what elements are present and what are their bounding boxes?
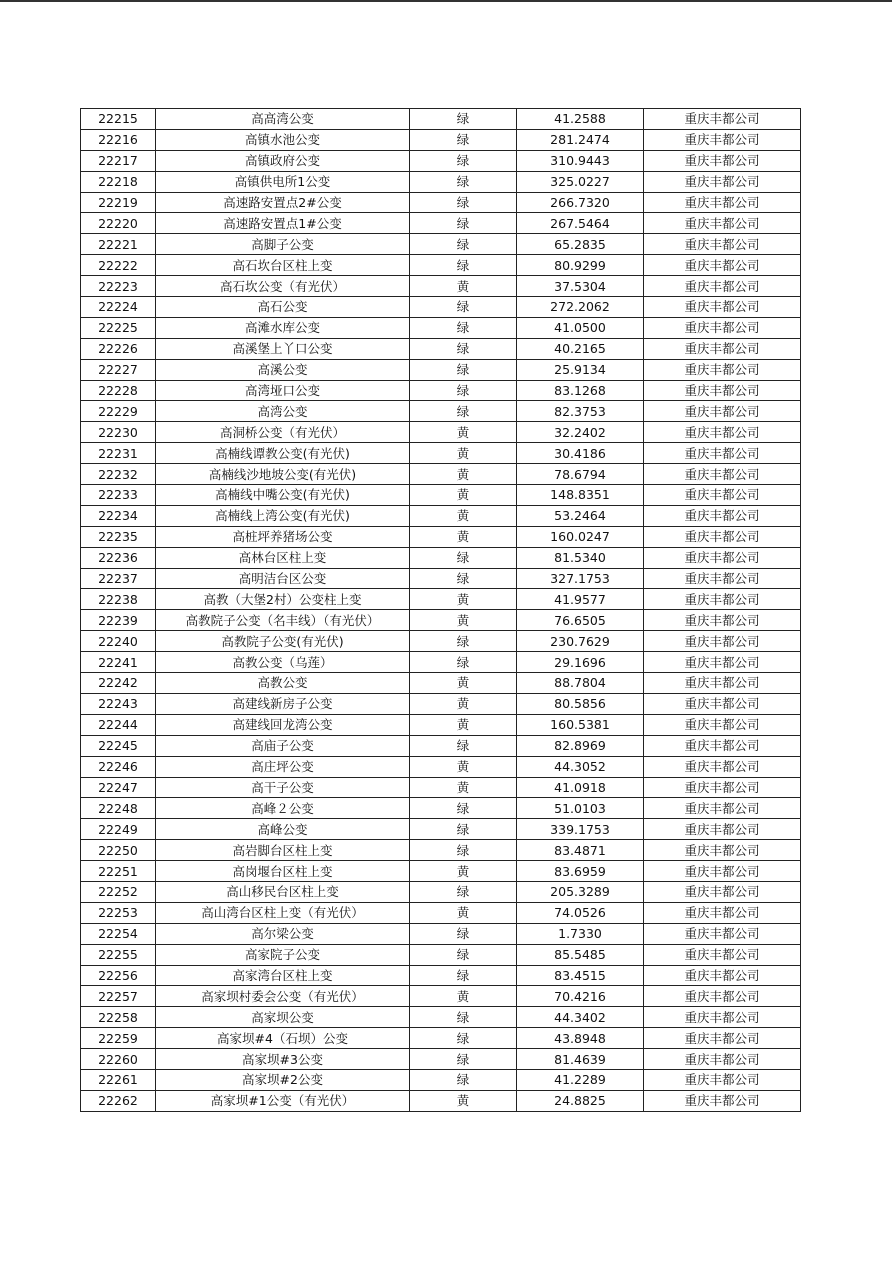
table-row bbox=[81, 840, 801, 861]
company-cell: 重庆丰都公司 bbox=[644, 902, 801, 923]
transformer-name-cell: 高家坝#2公变 bbox=[156, 1069, 410, 1090]
row-id-cell: 22253 bbox=[81, 902, 156, 923]
row-id-cell: 22234 bbox=[81, 505, 156, 526]
status-color-cell: 黄 bbox=[410, 673, 517, 694]
company-cell: 重庆丰都公司 bbox=[644, 359, 801, 380]
value-cell: 81.4639 bbox=[517, 1049, 644, 1070]
transformer-name-cell: 高教院子公变(有光伏) bbox=[156, 631, 410, 652]
table-row bbox=[81, 359, 801, 380]
value-cell: 230.7629 bbox=[517, 631, 644, 652]
company-cell: 重庆丰都公司 bbox=[644, 735, 801, 756]
row-id-cell: 22232 bbox=[81, 464, 156, 485]
table-row bbox=[81, 652, 801, 673]
status-color-cell: 黄 bbox=[410, 505, 517, 526]
status-color-cell: 绿 bbox=[410, 631, 517, 652]
table-row bbox=[81, 589, 801, 610]
row-id-cell: 22261 bbox=[81, 1069, 156, 1090]
value-cell: 78.6794 bbox=[517, 464, 644, 485]
status-color-cell: 绿 bbox=[410, 317, 517, 338]
table-row bbox=[81, 401, 801, 422]
value-cell: 41.9577 bbox=[517, 589, 644, 610]
value-cell: 281.2474 bbox=[517, 129, 644, 150]
status-color-cell: 黄 bbox=[410, 861, 517, 882]
row-id-cell: 22259 bbox=[81, 1028, 156, 1049]
company-cell: 重庆丰都公司 bbox=[644, 401, 801, 422]
company-cell: 重庆丰都公司 bbox=[644, 1007, 801, 1028]
status-color-cell: 黄 bbox=[410, 526, 517, 547]
company-cell: 重庆丰都公司 bbox=[644, 1090, 801, 1111]
value-cell: 160.0247 bbox=[517, 526, 644, 547]
transformer-name-cell: 高明洁台区公变 bbox=[156, 568, 410, 589]
company-cell: 重庆丰都公司 bbox=[644, 652, 801, 673]
table-body bbox=[81, 109, 801, 1112]
row-id-cell: 22255 bbox=[81, 944, 156, 965]
company-cell: 重庆丰都公司 bbox=[644, 547, 801, 568]
row-id-cell: 22233 bbox=[81, 485, 156, 506]
row-id-cell: 22235 bbox=[81, 526, 156, 547]
status-color-cell: 黄 bbox=[410, 777, 517, 798]
transformer-name-cell: 高速路安置点1#公变 bbox=[156, 213, 410, 234]
status-color-cell: 绿 bbox=[410, 944, 517, 965]
row-id-cell: 22245 bbox=[81, 735, 156, 756]
transformer-name-cell: 高楠线上湾公变(有光伏) bbox=[156, 505, 410, 526]
status-color-cell: 绿 bbox=[410, 735, 517, 756]
value-cell: 53.2464 bbox=[517, 505, 644, 526]
row-id-cell: 22246 bbox=[81, 756, 156, 777]
transformer-name-cell: 高石公变 bbox=[156, 297, 410, 318]
status-color-cell: 绿 bbox=[410, 923, 517, 944]
table-row bbox=[81, 547, 801, 568]
transformer-name-cell: 高峰公变 bbox=[156, 819, 410, 840]
table-row bbox=[81, 861, 801, 882]
status-color-cell: 绿 bbox=[410, 380, 517, 401]
status-color-cell: 黄 bbox=[410, 276, 517, 297]
status-color-cell: 绿 bbox=[410, 255, 517, 276]
table-row bbox=[81, 673, 801, 694]
company-cell: 重庆丰都公司 bbox=[644, 234, 801, 255]
value-cell: 83.4871 bbox=[517, 840, 644, 861]
value-cell: 80.5856 bbox=[517, 693, 644, 714]
transformer-name-cell: 高家坝村委会公变（有光伏） bbox=[156, 986, 410, 1007]
transformer-table bbox=[80, 108, 801, 1112]
row-id-cell: 22239 bbox=[81, 610, 156, 631]
transformer-name-cell: 高石坎公变（有光伏） bbox=[156, 276, 410, 297]
transformer-name-cell: 高教院子公变（名丰线）（有光伏） bbox=[156, 610, 410, 631]
table-row bbox=[81, 986, 801, 1007]
row-id-cell: 22217 bbox=[81, 150, 156, 171]
transformer-name-cell: 高桩坪养猪场公变 bbox=[156, 526, 410, 547]
status-color-cell: 绿 bbox=[410, 1007, 517, 1028]
company-cell: 重庆丰都公司 bbox=[644, 213, 801, 234]
value-cell: 266.7320 bbox=[517, 192, 644, 213]
table-row bbox=[81, 610, 801, 631]
table-row bbox=[81, 1028, 801, 1049]
status-color-cell: 黄 bbox=[410, 1090, 517, 1111]
row-id-cell: 22241 bbox=[81, 652, 156, 673]
row-id-cell: 22252 bbox=[81, 881, 156, 902]
table-row bbox=[81, 1049, 801, 1070]
company-cell: 重庆丰都公司 bbox=[644, 1069, 801, 1090]
table-row bbox=[81, 505, 801, 526]
company-cell: 重庆丰都公司 bbox=[644, 1049, 801, 1070]
value-cell: 80.9299 bbox=[517, 255, 644, 276]
transformer-name-cell: 高林台区柱上变 bbox=[156, 547, 410, 568]
value-cell: 41.2588 bbox=[517, 109, 644, 130]
row-id-cell: 22220 bbox=[81, 213, 156, 234]
transformer-name-cell: 高山湾台区柱上变（有光伏） bbox=[156, 902, 410, 923]
transformer-name-cell: 高湾公变 bbox=[156, 401, 410, 422]
table-row bbox=[81, 171, 801, 192]
transformer-name-cell: 高石坎台区柱上变 bbox=[156, 255, 410, 276]
company-cell: 重庆丰都公司 bbox=[644, 338, 801, 359]
company-cell: 重庆丰都公司 bbox=[644, 1028, 801, 1049]
value-cell: 81.5340 bbox=[517, 547, 644, 568]
transformer-name-cell: 高干子公变 bbox=[156, 777, 410, 798]
row-id-cell: 22231 bbox=[81, 443, 156, 464]
company-cell: 重庆丰都公司 bbox=[644, 798, 801, 819]
row-id-cell: 22219 bbox=[81, 192, 156, 213]
row-id-cell: 22221 bbox=[81, 234, 156, 255]
transformer-name-cell: 高湾垭口公变 bbox=[156, 380, 410, 401]
table-row bbox=[81, 798, 801, 819]
company-cell: 重庆丰都公司 bbox=[644, 777, 801, 798]
row-id-cell: 22262 bbox=[81, 1090, 156, 1111]
transformer-name-cell: 高庄坪公变 bbox=[156, 756, 410, 777]
table-row bbox=[81, 819, 801, 840]
transformer-name-cell: 高楠线中嘴公变(有光伏) bbox=[156, 485, 410, 506]
transformer-name-cell: 高尔梁公变 bbox=[156, 923, 410, 944]
table-row bbox=[81, 213, 801, 234]
table-row bbox=[81, 693, 801, 714]
value-cell: 32.2402 bbox=[517, 422, 644, 443]
status-color-cell: 黄 bbox=[410, 464, 517, 485]
value-cell: 24.8825 bbox=[517, 1090, 644, 1111]
company-cell: 重庆丰都公司 bbox=[644, 129, 801, 150]
table-row bbox=[81, 109, 801, 130]
value-cell: 37.5304 bbox=[517, 276, 644, 297]
company-cell: 重庆丰都公司 bbox=[644, 255, 801, 276]
table-row bbox=[81, 276, 801, 297]
status-color-cell: 绿 bbox=[410, 568, 517, 589]
company-cell: 重庆丰都公司 bbox=[644, 714, 801, 735]
company-cell: 重庆丰都公司 bbox=[644, 861, 801, 882]
status-color-cell: 绿 bbox=[410, 798, 517, 819]
status-color-cell: 绿 bbox=[410, 297, 517, 318]
table-row bbox=[81, 714, 801, 735]
table-row bbox=[81, 756, 801, 777]
company-cell: 重庆丰都公司 bbox=[644, 610, 801, 631]
status-color-cell: 绿 bbox=[410, 234, 517, 255]
value-cell: 76.6505 bbox=[517, 610, 644, 631]
transformer-name-cell: 高岩脚台区柱上变 bbox=[156, 840, 410, 861]
transformer-name-cell: 高脚子公变 bbox=[156, 234, 410, 255]
row-id-cell: 22223 bbox=[81, 276, 156, 297]
value-cell: 70.4216 bbox=[517, 986, 644, 1007]
status-color-cell: 黄 bbox=[410, 422, 517, 443]
value-cell: 1.7330 bbox=[517, 923, 644, 944]
value-cell: 40.2165 bbox=[517, 338, 644, 359]
transformer-name-cell: 高家湾台区柱上变 bbox=[156, 965, 410, 986]
value-cell: 83.1268 bbox=[517, 380, 644, 401]
company-cell: 重庆丰都公司 bbox=[644, 380, 801, 401]
row-id-cell: 22225 bbox=[81, 317, 156, 338]
status-color-cell: 绿 bbox=[410, 1049, 517, 1070]
table-row bbox=[81, 234, 801, 255]
transformer-name-cell: 高岗堰台区柱上变 bbox=[156, 861, 410, 882]
row-id-cell: 22215 bbox=[81, 109, 156, 130]
transformer-name-cell: 高山移民台区柱上变 bbox=[156, 881, 410, 902]
company-cell: 重庆丰都公司 bbox=[644, 756, 801, 777]
value-cell: 65.2835 bbox=[517, 234, 644, 255]
transformer-name-cell: 高建线新房子公变 bbox=[156, 693, 410, 714]
value-cell: 74.0526 bbox=[517, 902, 644, 923]
company-cell: 重庆丰都公司 bbox=[644, 464, 801, 485]
value-cell: 83.4515 bbox=[517, 965, 644, 986]
row-id-cell: 22244 bbox=[81, 714, 156, 735]
row-id-cell: 22228 bbox=[81, 380, 156, 401]
transformer-name-cell: 高教公变（乌莲） bbox=[156, 652, 410, 673]
row-id-cell: 22229 bbox=[81, 401, 156, 422]
value-cell: 160.5381 bbox=[517, 714, 644, 735]
transformer-name-cell: 高建线回龙湾公变 bbox=[156, 714, 410, 735]
table-row bbox=[81, 965, 801, 986]
company-cell: 重庆丰都公司 bbox=[644, 631, 801, 652]
row-id-cell: 22256 bbox=[81, 965, 156, 986]
company-cell: 重庆丰都公司 bbox=[644, 485, 801, 506]
transformer-name-cell: 高教公变 bbox=[156, 673, 410, 694]
transformer-name-cell: 高溪公变 bbox=[156, 359, 410, 380]
value-cell: 272.2062 bbox=[517, 297, 644, 318]
company-cell: 重庆丰都公司 bbox=[644, 297, 801, 318]
transformer-name-cell: 高家坝#3公变 bbox=[156, 1049, 410, 1070]
table-row bbox=[81, 255, 801, 276]
row-id-cell: 22224 bbox=[81, 297, 156, 318]
table-row bbox=[81, 777, 801, 798]
table-row bbox=[81, 902, 801, 923]
transformer-name-cell: 高家院子公变 bbox=[156, 944, 410, 965]
transformer-name-cell: 高溪堡上丫口公变 bbox=[156, 338, 410, 359]
table-row bbox=[81, 317, 801, 338]
table-row bbox=[81, 297, 801, 318]
table-row bbox=[81, 526, 801, 547]
status-color-cell: 绿 bbox=[410, 213, 517, 234]
value-cell: 30.4186 bbox=[517, 443, 644, 464]
transformer-name-cell: 高洞桥公变（有光伏） bbox=[156, 422, 410, 443]
value-cell: 41.2289 bbox=[517, 1069, 644, 1090]
status-color-cell: 黄 bbox=[410, 756, 517, 777]
row-id-cell: 22230 bbox=[81, 422, 156, 443]
status-color-cell: 绿 bbox=[410, 1069, 517, 1090]
transformer-name-cell: 高滩水库公变 bbox=[156, 317, 410, 338]
table-row bbox=[81, 944, 801, 965]
status-color-cell: 绿 bbox=[410, 1028, 517, 1049]
row-id-cell: 22243 bbox=[81, 693, 156, 714]
table-row bbox=[81, 380, 801, 401]
status-color-cell: 绿 bbox=[410, 965, 517, 986]
table-row bbox=[81, 631, 801, 652]
company-cell: 重庆丰都公司 bbox=[644, 276, 801, 297]
value-cell: 85.5485 bbox=[517, 944, 644, 965]
row-id-cell: 22260 bbox=[81, 1049, 156, 1070]
table-row bbox=[81, 422, 801, 443]
value-cell: 25.9134 bbox=[517, 359, 644, 380]
company-cell: 重庆丰都公司 bbox=[644, 171, 801, 192]
table-row bbox=[81, 568, 801, 589]
row-id-cell: 22238 bbox=[81, 589, 156, 610]
table-row bbox=[81, 735, 801, 756]
value-cell: 44.3402 bbox=[517, 1007, 644, 1028]
transformer-name-cell: 高镇政府公变 bbox=[156, 150, 410, 171]
status-color-cell: 黄 bbox=[410, 485, 517, 506]
status-color-cell: 绿 bbox=[410, 359, 517, 380]
row-id-cell: 22227 bbox=[81, 359, 156, 380]
transformer-name-cell: 高家坝#4（石坝）公变 bbox=[156, 1028, 410, 1049]
table-row bbox=[81, 464, 801, 485]
company-cell: 重庆丰都公司 bbox=[644, 443, 801, 464]
row-id-cell: 22249 bbox=[81, 819, 156, 840]
row-id-cell: 22257 bbox=[81, 986, 156, 1007]
company-cell: 重庆丰都公司 bbox=[644, 568, 801, 589]
value-cell: 310.9443 bbox=[517, 150, 644, 171]
company-cell: 重庆丰都公司 bbox=[644, 840, 801, 861]
status-color-cell: 绿 bbox=[410, 547, 517, 568]
table-row bbox=[81, 1069, 801, 1090]
table-row bbox=[81, 150, 801, 171]
row-id-cell: 22247 bbox=[81, 777, 156, 798]
value-cell: 339.1753 bbox=[517, 819, 644, 840]
table-row bbox=[81, 881, 801, 902]
row-id-cell: 22236 bbox=[81, 547, 156, 568]
value-cell: 43.8948 bbox=[517, 1028, 644, 1049]
row-id-cell: 22258 bbox=[81, 1007, 156, 1028]
status-color-cell: 绿 bbox=[410, 652, 517, 673]
row-id-cell: 22240 bbox=[81, 631, 156, 652]
company-cell: 重庆丰都公司 bbox=[644, 526, 801, 547]
company-cell: 重庆丰都公司 bbox=[644, 109, 801, 130]
value-cell: 41.0918 bbox=[517, 777, 644, 798]
company-cell: 重庆丰都公司 bbox=[644, 192, 801, 213]
row-id-cell: 22254 bbox=[81, 923, 156, 944]
transformer-name-cell: 高楠线沙地坡公变(有光伏) bbox=[156, 464, 410, 485]
status-color-cell: 绿 bbox=[410, 401, 517, 422]
company-cell: 重庆丰都公司 bbox=[644, 150, 801, 171]
company-cell: 重庆丰都公司 bbox=[644, 693, 801, 714]
row-id-cell: 22226 bbox=[81, 338, 156, 359]
table-row bbox=[81, 338, 801, 359]
transformer-name-cell: 高高湾公变 bbox=[156, 109, 410, 130]
status-color-cell: 绿 bbox=[410, 171, 517, 192]
transformer-name-cell: 高教（大堡2村）公变柱上变 bbox=[156, 589, 410, 610]
company-cell: 重庆丰都公司 bbox=[644, 986, 801, 1007]
table-row bbox=[81, 485, 801, 506]
table-row bbox=[81, 1007, 801, 1028]
table-row bbox=[81, 129, 801, 150]
value-cell: 267.5464 bbox=[517, 213, 644, 234]
value-cell: 82.3753 bbox=[517, 401, 644, 422]
value-cell: 51.0103 bbox=[517, 798, 644, 819]
row-id-cell: 22250 bbox=[81, 840, 156, 861]
status-color-cell: 绿 bbox=[410, 150, 517, 171]
transformer-name-cell: 高家坝#1公变（有光伏） bbox=[156, 1090, 410, 1111]
company-cell: 重庆丰都公司 bbox=[644, 505, 801, 526]
status-color-cell: 绿 bbox=[410, 881, 517, 902]
row-id-cell: 22222 bbox=[81, 255, 156, 276]
company-cell: 重庆丰都公司 bbox=[644, 965, 801, 986]
company-cell: 重庆丰都公司 bbox=[644, 422, 801, 443]
transformer-name-cell: 高家坝公变 bbox=[156, 1007, 410, 1028]
status-color-cell: 绿 bbox=[410, 840, 517, 861]
status-color-cell: 黄 bbox=[410, 589, 517, 610]
transformer-name-cell: 高镇供电所1公变 bbox=[156, 171, 410, 192]
status-color-cell: 黄 bbox=[410, 610, 517, 631]
company-cell: 重庆丰都公司 bbox=[644, 923, 801, 944]
company-cell: 重庆丰都公司 bbox=[644, 673, 801, 694]
value-cell: 325.0227 bbox=[517, 171, 644, 192]
company-cell: 重庆丰都公司 bbox=[644, 589, 801, 610]
company-cell: 重庆丰都公司 bbox=[644, 881, 801, 902]
transformer-name-cell: 高速路安置点2#公变 bbox=[156, 192, 410, 213]
table-row bbox=[81, 192, 801, 213]
status-color-cell: 黄 bbox=[410, 986, 517, 1007]
table-row bbox=[81, 1090, 801, 1111]
status-color-cell: 黄 bbox=[410, 693, 517, 714]
value-cell: 82.8969 bbox=[517, 735, 644, 756]
row-id-cell: 22237 bbox=[81, 568, 156, 589]
company-cell: 重庆丰都公司 bbox=[644, 819, 801, 840]
company-cell: 重庆丰都公司 bbox=[644, 317, 801, 338]
status-color-cell: 绿 bbox=[410, 338, 517, 359]
status-color-cell: 绿 bbox=[410, 109, 517, 130]
status-color-cell: 黄 bbox=[410, 714, 517, 735]
value-cell: 83.6959 bbox=[517, 861, 644, 882]
status-color-cell: 绿 bbox=[410, 129, 517, 150]
row-id-cell: 22216 bbox=[81, 129, 156, 150]
value-cell: 29.1696 bbox=[517, 652, 644, 673]
table-row bbox=[81, 443, 801, 464]
company-cell: 重庆丰都公司 bbox=[644, 944, 801, 965]
status-color-cell: 绿 bbox=[410, 819, 517, 840]
status-color-cell: 黄 bbox=[410, 902, 517, 923]
row-id-cell: 22248 bbox=[81, 798, 156, 819]
status-color-cell: 绿 bbox=[410, 192, 517, 213]
transformer-name-cell: 高镇水池公变 bbox=[156, 129, 410, 150]
row-id-cell: 22251 bbox=[81, 861, 156, 882]
value-cell: 88.7804 bbox=[517, 673, 644, 694]
row-id-cell: 22242 bbox=[81, 673, 156, 694]
value-cell: 41.0500 bbox=[517, 317, 644, 338]
value-cell: 44.3052 bbox=[517, 756, 644, 777]
transformer-name-cell: 高庙子公变 bbox=[156, 735, 410, 756]
transformer-name-cell: 高楠线谭教公变(有光伏) bbox=[156, 443, 410, 464]
row-id-cell: 22218 bbox=[81, 171, 156, 192]
value-cell: 327.1753 bbox=[517, 568, 644, 589]
value-cell: 148.8351 bbox=[517, 485, 644, 506]
page-top-border bbox=[0, 0, 892, 2]
transformer-name-cell: 高峰２公变 bbox=[156, 798, 410, 819]
value-cell: 205.3289 bbox=[517, 881, 644, 902]
table-row bbox=[81, 923, 801, 944]
status-color-cell: 黄 bbox=[410, 443, 517, 464]
